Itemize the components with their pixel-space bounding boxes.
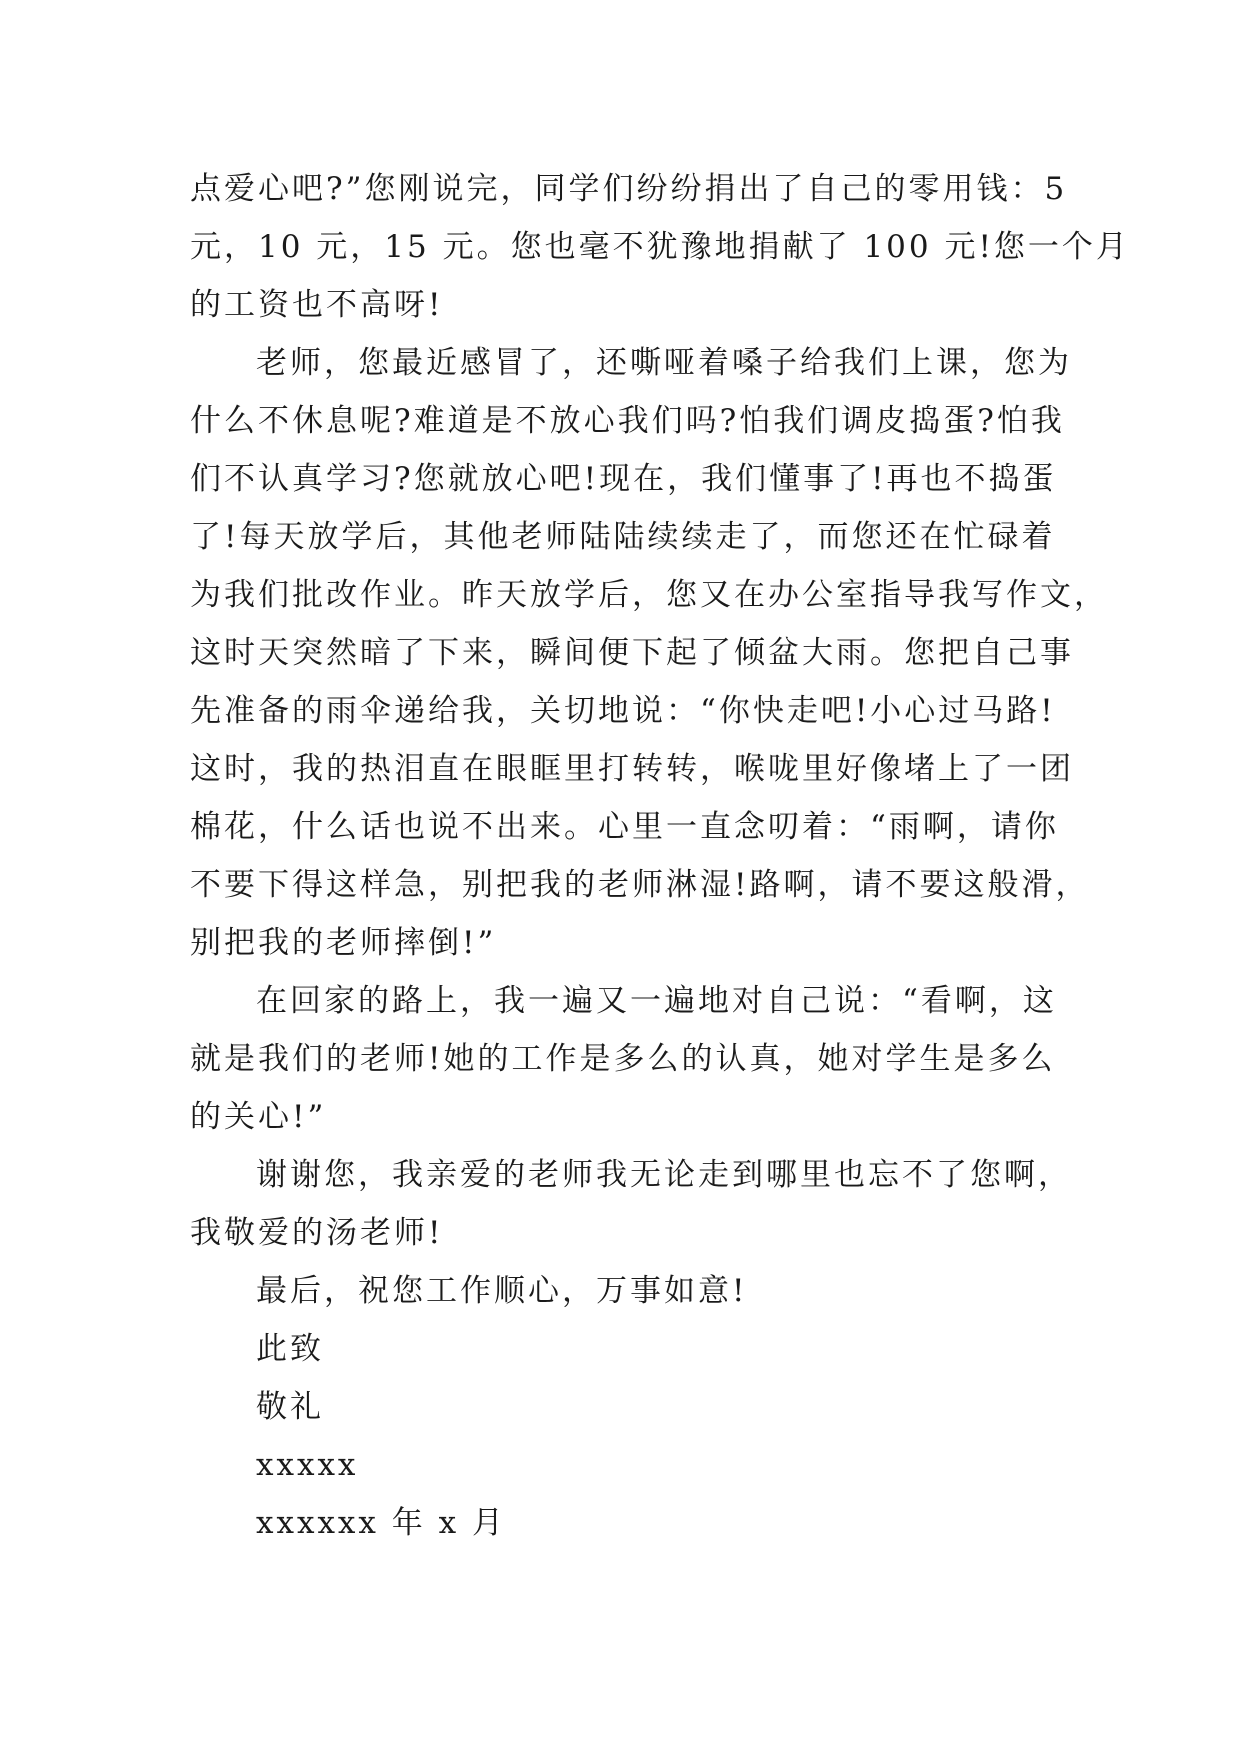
salutation-cizhi: 此致 [256, 1331, 324, 1367]
text-line: 先准备的雨伞递给我，关切地说：“你快走吧!小心过马路! [190, 693, 1056, 729]
text-line: 为我们批改作业。昨天放学后，您又在办公室指导我写作文， [190, 577, 1108, 613]
text-line: 点爱心吧?”您刚说完，同学们纷纷捐出了自己的零用钱：5 [190, 171, 1068, 207]
text-line: 我敬爱的汤老师! [190, 1215, 444, 1251]
signature: xxxxx [256, 1447, 359, 1483]
text-line: 什么不休息呢?难道是不放心我们吗?怕我们调皮捣蛋?怕我 [190, 403, 1065, 439]
date-line: xxxxxx 年 x 月 [256, 1505, 506, 1541]
text-line: 的工资也不高呀! [190, 287, 444, 323]
text-line: 们不认真学习?您就放心吧!现在，我们懂事了!再也不捣蛋 [190, 461, 1057, 497]
paragraph-start-line: 在回家的路上，我一遍又一遍地对自己说：“看啊，这 [256, 983, 1057, 1019]
paragraph-start-line: 老师，您最近感冒了，还嘶哑着嗓子给我们上课，您为 [256, 345, 1072, 381]
text-line: 元，10 元，15 元。您也毫不犹豫地捐献了 100 元!您一个月 [190, 229, 1130, 265]
closing-wish: 最后，祝您工作顺心，万事如意! [256, 1273, 748, 1309]
text-line: 别把我的老师摔倒!” [190, 925, 497, 961]
text-line: 不要下得这样急，别把我的老师淋湿!路啊，请不要这般滑， [190, 867, 1090, 903]
text-line: 的关心!” [190, 1099, 327, 1135]
salutation-jingli: 敬礼 [256, 1389, 324, 1425]
paragraph-start-line: 谢谢您，我亲爱的老师我无论走到哪里也忘不了您啊， [256, 1157, 1072, 1193]
text-line: 了!每天放学后，其他老师陆陆续续走了，而您还在忙碌着 [190, 519, 1056, 555]
text-line: 棉花，什么话也说不出来。心里一直念叨着：“雨啊，请你 [190, 809, 1059, 845]
text-line: 这时天突然暗了下来，瞬间便下起了倾盆大雨。您把自己事 [190, 635, 1074, 671]
text-line: 这时，我的热泪直在眼眶里打转转，喉咙里好像堵上了一团 [190, 751, 1074, 787]
text-line: 就是我们的老师!她的工作是多么的认真，她对学生是多么 [190, 1041, 1056, 1077]
